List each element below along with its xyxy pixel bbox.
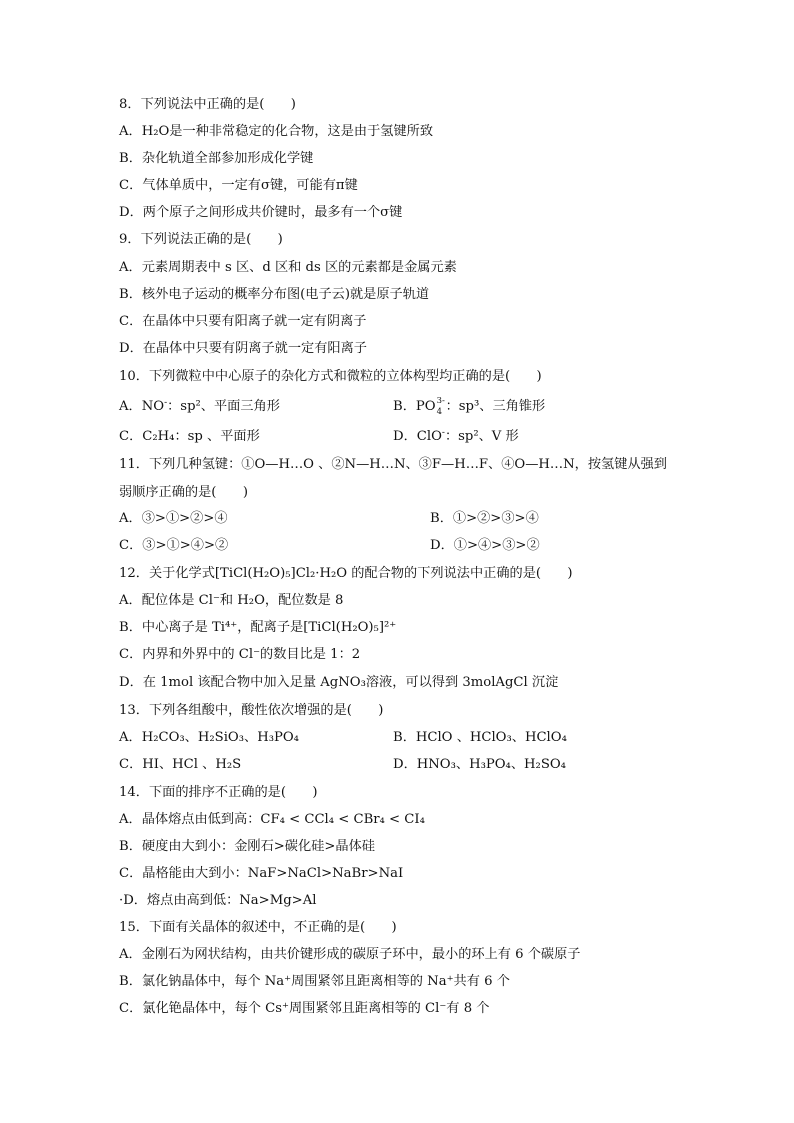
- question-13-option-b: B．HClO 、HClO₃、HClO₄: [393, 730, 567, 745]
- question-12-option-d: D．在 1mol 该配合物中加入足量 AgNO₃溶液，可以得到 3molAgCl 沉淀: [119, 675, 559, 690]
- question-15-option-b: B．氯化钠晶体中，每个 Na⁺周围紧邻且距离相等的 Na⁺共有 6 个: [119, 974, 510, 989]
- question-9-option-c: C．在晶体中只要有阳离子就一定有阴离子: [119, 314, 367, 329]
- question-11-option-a: A．③>①>②>④: [119, 511, 228, 526]
- option-d-formula: D．ClO: [393, 429, 442, 444]
- option-b-superscript-subscript: 3- 4: [436, 396, 445, 417]
- question-12-option-a: A．配位体是 Cl⁻和 H₂O，配位数是 8: [119, 593, 344, 608]
- question-9-stem: 9．下列说法正确的是( ): [119, 232, 283, 247]
- question-10-option-b: [393, 398, 545, 416]
- question-14-option-c: C．晶格能由大到小：NaF>NaCl>NaBr>NaI: [119, 866, 404, 881]
- option-a-charge: -: [164, 398, 168, 408]
- option-d-text: ：sp²、V 形: [444, 429, 519, 444]
- question-11-stem: 11．下列几种氢键：①O—H…O 、②N—H…N、③F—H…F、④O—H…N，按氢键从强到: [119, 457, 667, 472]
- option-a-formula: A．NO: [119, 399, 165, 414]
- question-15-option-a: A．金刚石为网状结构，由共价键形成的碳原子环中，最小的环上有 6 个碳原子: [119, 947, 581, 962]
- question-10-option-a: [119, 398, 280, 416]
- question-8-option-d: D．两个原子之间形成共价键时，最多有一个σ键: [119, 205, 403, 220]
- question-11-option-c: C．③>①>④>②: [119, 538, 229, 553]
- question-13-stem: 13．下列各组酸中，酸性依次增强的是( ): [119, 703, 384, 718]
- option-d-charge: -: [441, 428, 445, 438]
- question-9-option-a: A．元素周期表中 s 区、d 区和 ds 区的元素都是金属元素: [119, 260, 457, 275]
- option-b-formula: B．PO: [393, 399, 436, 414]
- question-11-option-b: B．①>②>③>④: [430, 511, 539, 526]
- question-10-option-c: C．C₂H₄：sp 、平面形: [119, 429, 260, 444]
- question-12-option-c: C．内界和外界中的 Cl⁻的数目比是 1：2: [119, 647, 361, 662]
- question-10-option-d: [393, 428, 519, 446]
- question-11-option-d: D．①>④>③>②: [430, 538, 540, 553]
- question-12-stem: 12．关于化学式[TiCl(H₂O)₅]Cl₂·H₂O 的配合物的下列说法中正确的是( ): [119, 566, 573, 581]
- option-b-text: ：sp³、三角锥形: [445, 399, 546, 414]
- question-11-stem-continued: 弱顺序正确的是( ): [119, 485, 248, 500]
- question-14-option-a: A．晶体熔点由低到高：CF₄ < CCl₄ < CBr₄ < CI₄: [119, 812, 425, 827]
- question-13-option-d: D．HNO₃、H₃PO₄、H₂SO₄: [393, 757, 566, 772]
- option-a-text: ：sp²、平面三角形: [167, 399, 280, 414]
- question-13-option-c: C．HI、HCl 、H₂S: [119, 757, 242, 772]
- question-9-option-b: B．核外电子运动的概率分布图(电子云)就是原子轨道: [119, 287, 430, 302]
- question-13-option-a: A．H₂CO₃、H₂SiO₃、H₃PO₄: [119, 730, 299, 745]
- question-8-option-c: C．气体单质中，一定有σ键，可能有π键: [119, 178, 358, 193]
- question-8-option-b: B．杂化轨道全部参加形成化学键: [119, 151, 314, 166]
- question-15-option-c: C．氯化铯晶体中，每个 Cs⁺周围紧邻且距离相等的 Cl⁻有 8 个: [119, 1001, 490, 1016]
- question-8-option-a: A．H₂O是一种非常稳定的化合物，这是由于氢键所致: [119, 124, 434, 139]
- question-15-stem: 15．下面有关晶体的叙述中，不正确的是( ): [119, 920, 397, 935]
- question-10-stem: 10．下列微粒中中心原子的杂化方式和微粒的立体构型均正确的是( ): [119, 369, 542, 384]
- question-8-stem: 8．下列说法中正确的是( ): [119, 97, 296, 112]
- question-14-stem: 14．下面的排序不正确的是( ): [119, 785, 318, 800]
- question-12-option-b: B．中心离子是 Ti⁴⁺，配离子是[TiCl(H₂O)₅]²⁺: [119, 620, 397, 635]
- question-14-option-d: ·D．熔点由高到低：Na>Mg>Al: [119, 893, 317, 908]
- question-14-option-b: B．硬度由大到小：金刚石>碳化硅>晶体硅: [119, 839, 375, 854]
- question-9-option-d: D．在晶体中只要有阴离子就一定有阳离子: [119, 341, 367, 356]
